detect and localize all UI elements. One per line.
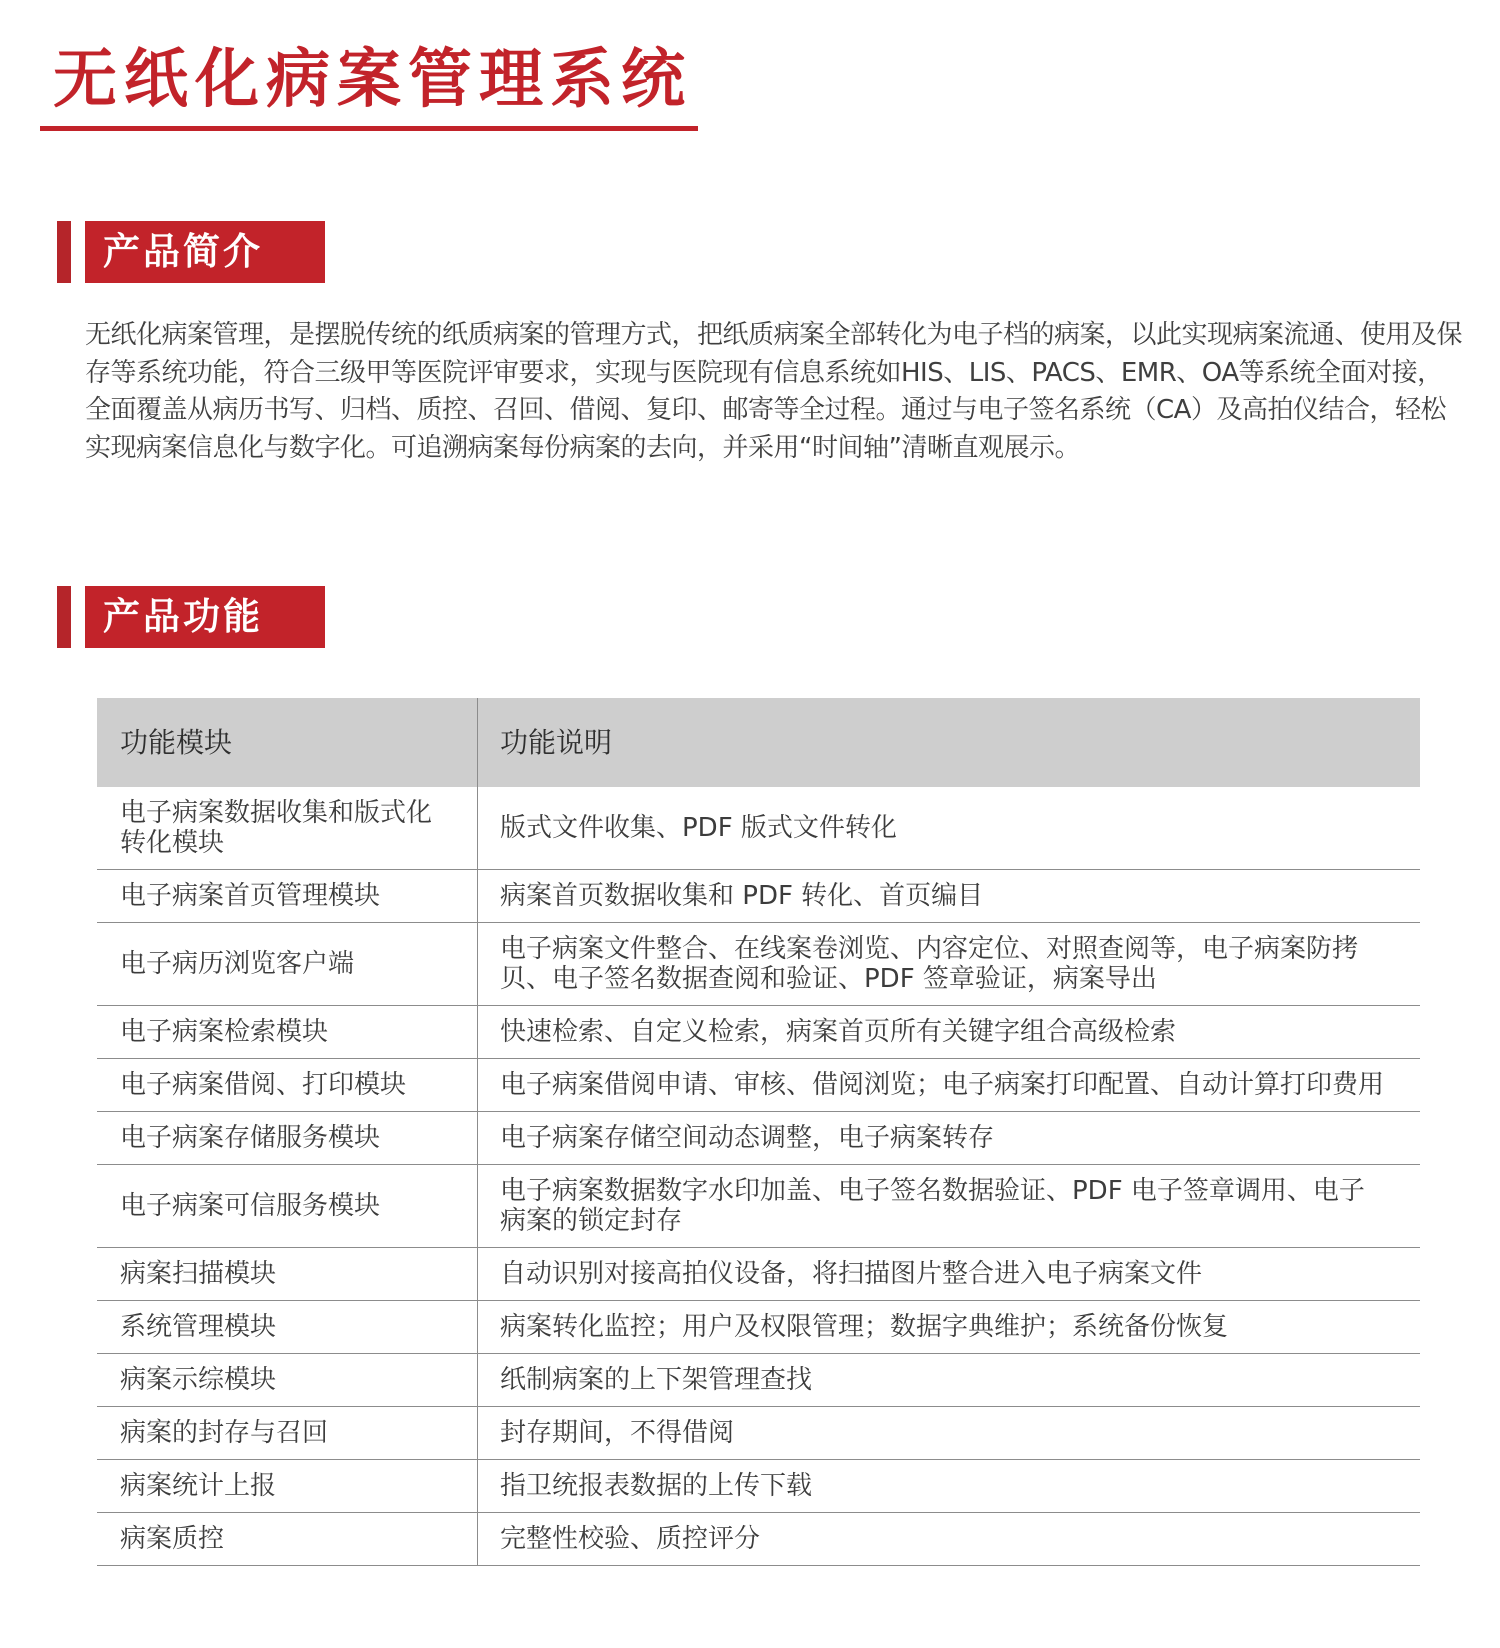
table-row — [97, 1301, 1420, 1354]
module-label: 电子病案数据收集和版式化转化模块 — [120, 798, 433, 858]
module-label: 电子病案存储服务模块 — [120, 1123, 381, 1153]
description-text: 快速检索、自定义检索，病案首页所有关键字组合高级检索 — [500, 1017, 1177, 1047]
module-cell — [97, 1248, 478, 1300]
module-label: 病案质控 — [120, 1524, 225, 1554]
table-row — [97, 787, 1420, 870]
table-row — [97, 1006, 1420, 1059]
module-cell — [97, 1059, 478, 1111]
table-header-module: 功能模块 — [97, 698, 478, 787]
description-cell — [478, 787, 1420, 869]
description-cell — [478, 1248, 1420, 1300]
module-label: 病案的封存与召回 — [120, 1418, 329, 1448]
module-label: 病案示综模块 — [120, 1365, 277, 1395]
table-header-description: 功能说明 — [500, 725, 613, 759]
description-cell — [478, 1006, 1420, 1058]
intro-paragraph — [85, 317, 1463, 467]
table-row — [97, 1460, 1420, 1513]
description-text: 电子病案文件整合、在线案卷浏览、内容定位、对照查阅等，电子病案防拷贝、电子签名数据查阅和验证、PDF 签章验证，病案导出 — [500, 934, 1359, 994]
description-cell — [478, 1059, 1420, 1111]
module-cell — [97, 787, 478, 869]
module-label: 系统管理模块 — [120, 1312, 277, 1342]
module-cell — [97, 1513, 478, 1565]
module-label: 电子病案检索模块 — [120, 1017, 329, 1047]
description-cell — [478, 1112, 1420, 1164]
section-header-intro — [0, 221, 1500, 283]
table-row — [97, 1407, 1420, 1460]
table-row — [97, 1059, 1420, 1112]
module-label: 电子病案借阅、打印模块 — [120, 1070, 407, 1100]
description-cell — [478, 1354, 1420, 1406]
table-row — [97, 1513, 1420, 1566]
description-cell — [478, 1407, 1420, 1459]
page-title: 无纸化病案管理系统 — [53, 43, 692, 117]
section-header-features — [0, 586, 1500, 648]
table-row — [97, 1354, 1420, 1407]
table-row — [97, 1165, 1420, 1248]
table-row — [97, 1112, 1420, 1165]
description-cell — [478, 1513, 1420, 1565]
description-text: 指卫统报表数据的上传下载 — [500, 1471, 813, 1501]
table-row — [97, 870, 1420, 923]
description-cell — [478, 1165, 1420, 1247]
module-label: 电子病案可信服务模块 — [120, 1191, 381, 1221]
module-label: 病案扫描模块 — [120, 1259, 277, 1289]
description-text: 版式文件收集、PDF 版式文件转化 — [500, 813, 897, 843]
module-cell — [97, 1460, 478, 1512]
description-text: 完整性校验、质控评分 — [500, 1524, 761, 1554]
description-cell — [478, 923, 1420, 1005]
module-cell — [97, 1407, 478, 1459]
description-text: 病案转化监控；用户及权限管理；数据字典维护；系统备份恢复 — [500, 1312, 1229, 1342]
module-cell — [97, 1354, 478, 1406]
module-cell — [97, 1112, 478, 1164]
section-badge-intro: 产品简介 — [85, 221, 325, 283]
intro-paragraph-line: 全面覆盖从病历书写、归档、质控、召回、借阅、复印、邮寄等全过程。通过与电子签名系统（CA）及高拍仪结合，轻松 — [85, 395, 1446, 425]
description-text: 封存期间，不得借阅 — [500, 1418, 735, 1448]
intro-paragraph-line: 无纸化病案管理，是摆脱传统的纸质病案的管理方式，把纸质病案全部转化为电子档的病案，以此实现病案流通、使用及保 — [85, 320, 1463, 350]
table-header-row — [97, 698, 1420, 787]
features-table — [97, 698, 1420, 1566]
table-row — [97, 923, 1420, 1006]
module-label: 电子病历浏览客户端 — [120, 949, 355, 979]
module-cell — [97, 1006, 478, 1058]
table-row — [97, 1248, 1420, 1301]
description-text: 电子病案数据数字水印加盖、电子签名数据验证、PDF 电子签章调用、电子病案的锁定封存 — [500, 1176, 1365, 1236]
module-cell — [97, 1165, 478, 1247]
module-cell — [97, 1301, 478, 1353]
module-cell — [97, 923, 478, 1005]
module-label: 病案统计上报 — [120, 1471, 277, 1501]
intro-paragraph-line: 实现病案信息化与数字化。可追溯病案每份病案的去向，并采用“时间轴”清晰直观展示。 — [85, 432, 1080, 463]
description-text: 纸制病案的上下架管理查找 — [500, 1365, 813, 1395]
title-underline — [40, 126, 698, 131]
accent-bar-icon — [57, 221, 71, 283]
module-cell — [97, 870, 478, 922]
accent-bar-icon — [57, 586, 71, 648]
description-text: 电子病案存储空间动态调整，电子病案转存 — [500, 1123, 995, 1153]
section-badge-features: 产品功能 — [85, 586, 325, 648]
description-text: 自动识别对接高拍仪设备，将扫描图片整合进入电子病案文件 — [500, 1259, 1203, 1289]
description-cell — [478, 1301, 1420, 1353]
table-body — [97, 787, 1420, 1566]
description-cell — [478, 1460, 1420, 1512]
description-text: 电子病案借阅申请、审核、借阅浏览；电子病案打印配置、自动计算打印费用 — [500, 1070, 1385, 1100]
intro-paragraph-line: 存等系统功能，符合三级甲等医院评审要求，实现与医院现有信息系统如HIS、LIS、PACS、EMR、OA等系统全面对接， — [85, 357, 1443, 388]
description-cell — [478, 870, 1420, 922]
module-label: 电子病案首页管理模块 — [120, 881, 381, 911]
description-text: 病案首页数据收集和 PDF 转化、首页编目 — [500, 881, 984, 911]
